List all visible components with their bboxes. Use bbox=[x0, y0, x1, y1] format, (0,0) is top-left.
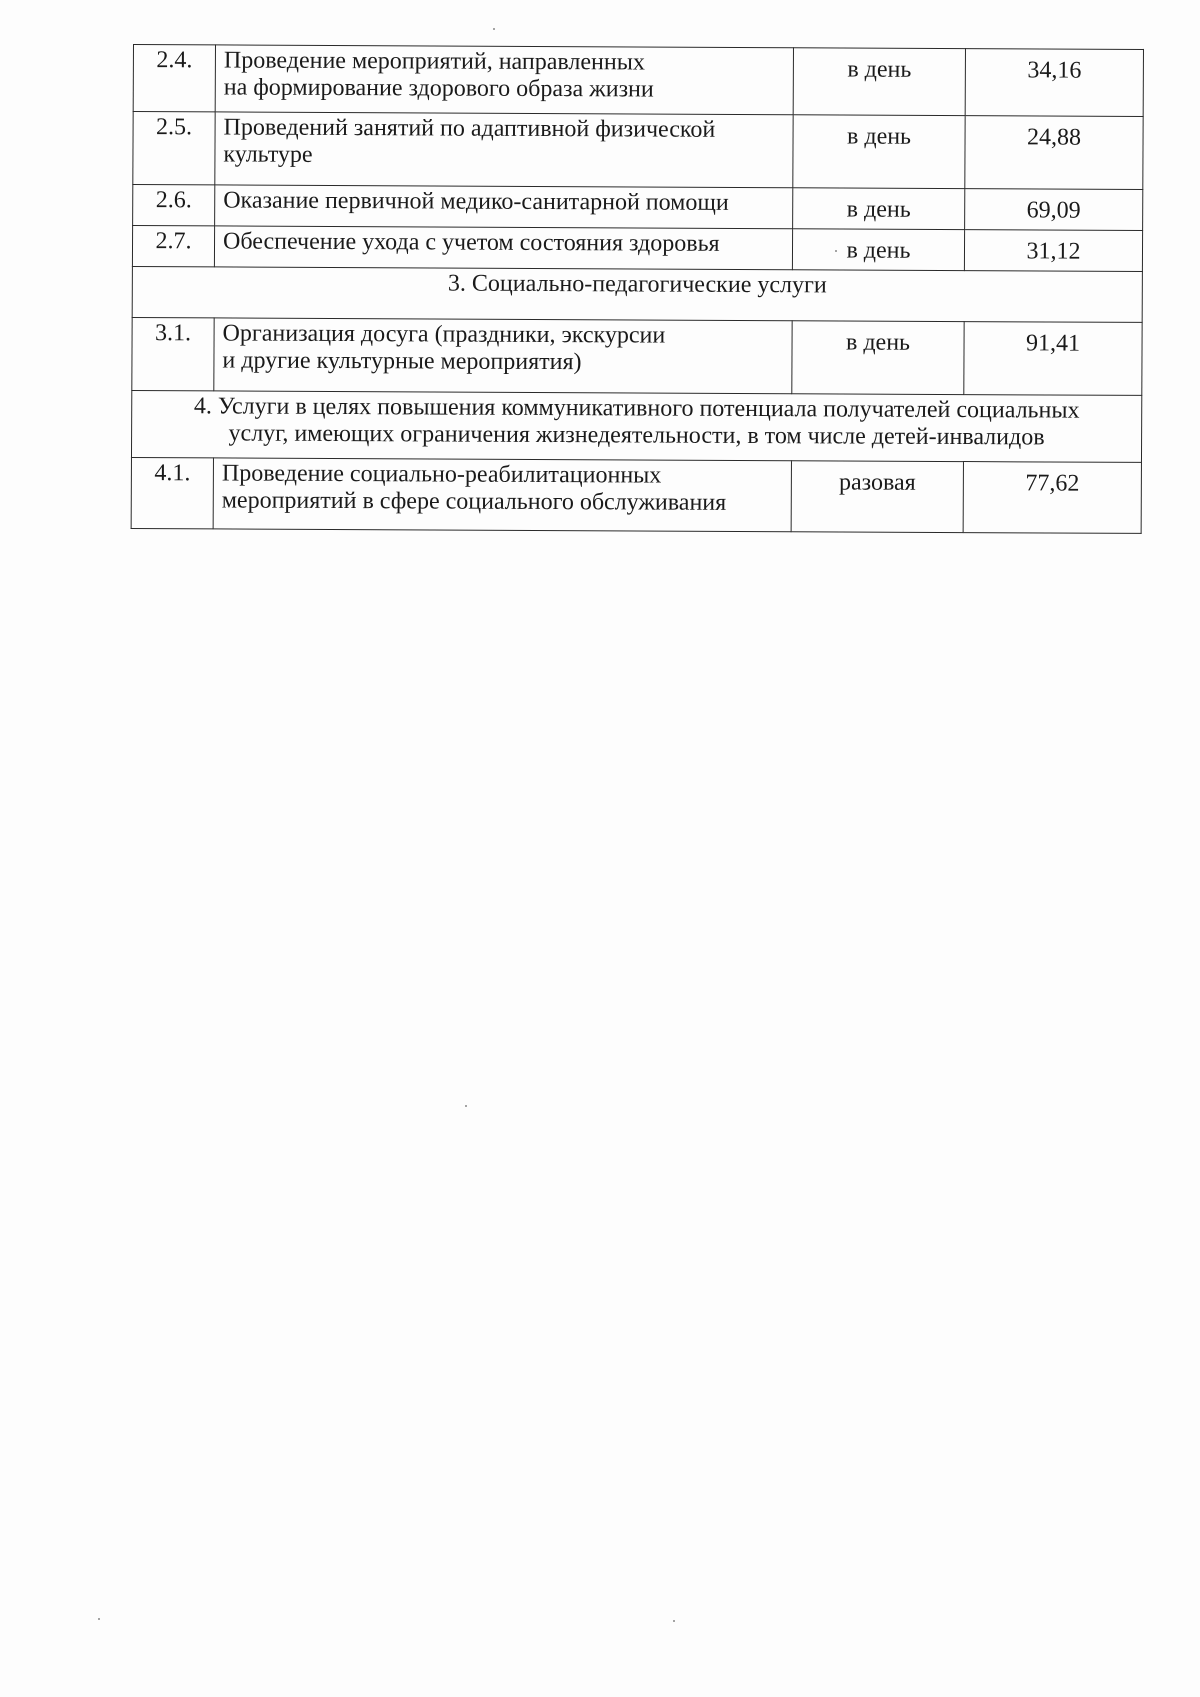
services-table-wrapper bbox=[131, 44, 1143, 534]
service-unit bbox=[791, 461, 963, 533]
service-description-line: Проведение социально-реабилитационных bbox=[221, 460, 662, 489]
section-heading: 3. Социально-педагогические услуги bbox=[132, 266, 1142, 322]
service-price bbox=[965, 189, 1143, 231]
section-heading-line: 4. Услуги в целях повышения коммуникативного потенциала получателей социальных bbox=[193, 393, 1080, 424]
service-description-line: Оказание первичной медико-санитарной помощи bbox=[223, 187, 729, 216]
table-row bbox=[133, 112, 1143, 190]
service-description-line: на формирование здорового образа жизни bbox=[223, 74, 654, 103]
service-unit-text: в день bbox=[847, 56, 912, 83]
service-unit-text: в день bbox=[846, 237, 911, 264]
row-number: 3.1. bbox=[132, 317, 214, 390]
service-description bbox=[215, 185, 793, 229]
service-price bbox=[964, 322, 1142, 396]
scan-speck bbox=[673, 1620, 675, 1622]
row-number: 4.1. bbox=[131, 457, 213, 528]
row-number: 2.5. bbox=[133, 112, 215, 185]
service-description bbox=[214, 226, 792, 270]
service-price bbox=[965, 49, 1143, 117]
scan-speck bbox=[493, 28, 495, 30]
table-row bbox=[131, 457, 1141, 533]
service-unit bbox=[793, 188, 965, 230]
service-price-text: 34,16 bbox=[1027, 57, 1082, 84]
services-table bbox=[131, 44, 1144, 534]
service-unit-text: в день bbox=[846, 123, 912, 150]
service-unit bbox=[793, 115, 965, 189]
service-price-text: 24,88 bbox=[1026, 124, 1082, 151]
service-description-line: и другие культурные мероприятия) bbox=[222, 347, 582, 376]
service-description-line: Организация досуга (праздники, экскурсии bbox=[222, 320, 666, 349]
service-description-line: мероприятий в сфере социального обслуживания bbox=[221, 487, 727, 516]
table-row bbox=[133, 45, 1143, 117]
section-header-row bbox=[132, 266, 1142, 322]
service-description bbox=[215, 45, 793, 115]
service-unit-text: в день bbox=[845, 329, 911, 356]
service-price-text: 69,09 bbox=[1026, 197, 1081, 224]
row-number: 2.7. bbox=[132, 226, 214, 267]
row-number: 2.4. bbox=[133, 45, 215, 112]
service-unit-text: в день bbox=[846, 196, 911, 223]
service-unit bbox=[793, 48, 965, 116]
service-description-line: культуре bbox=[223, 141, 313, 168]
service-price bbox=[963, 462, 1141, 534]
service-description bbox=[213, 458, 791, 532]
service-price-text: 91,41 bbox=[1025, 330, 1081, 357]
service-price-text: 77,62 bbox=[1025, 470, 1080, 497]
service-description-line: Обеспечение ухода с учетом состояния здоровья bbox=[222, 228, 720, 257]
row-number: 2.6. bbox=[133, 185, 215, 226]
service-unit bbox=[792, 229, 964, 271]
service-price-text: 31,12 bbox=[1026, 238, 1081, 265]
scan-speck bbox=[98, 1618, 100, 1620]
service-price bbox=[965, 116, 1143, 190]
section-header-row bbox=[131, 390, 1141, 462]
scan-speck bbox=[465, 1105, 467, 1107]
service-description bbox=[215, 112, 793, 188]
service-price bbox=[964, 230, 1142, 272]
section-heading bbox=[131, 390, 1141, 462]
service-description-line: Проведение мероприятий, направленных bbox=[223, 47, 645, 76]
table-row bbox=[132, 226, 1142, 272]
service-unit bbox=[792, 321, 964, 395]
section-heading-line: услуг, имеющих ограничения жизнедеятельности, в том числе детей-инвалидов bbox=[228, 420, 1045, 451]
scan-speck bbox=[835, 250, 837, 252]
table-row bbox=[133, 185, 1143, 231]
service-unit-text: разовая bbox=[838, 469, 916, 496]
service-description bbox=[214, 318, 792, 394]
table-row bbox=[132, 317, 1142, 395]
service-description-line: Проведений занятий по адаптивной физической bbox=[223, 114, 716, 143]
